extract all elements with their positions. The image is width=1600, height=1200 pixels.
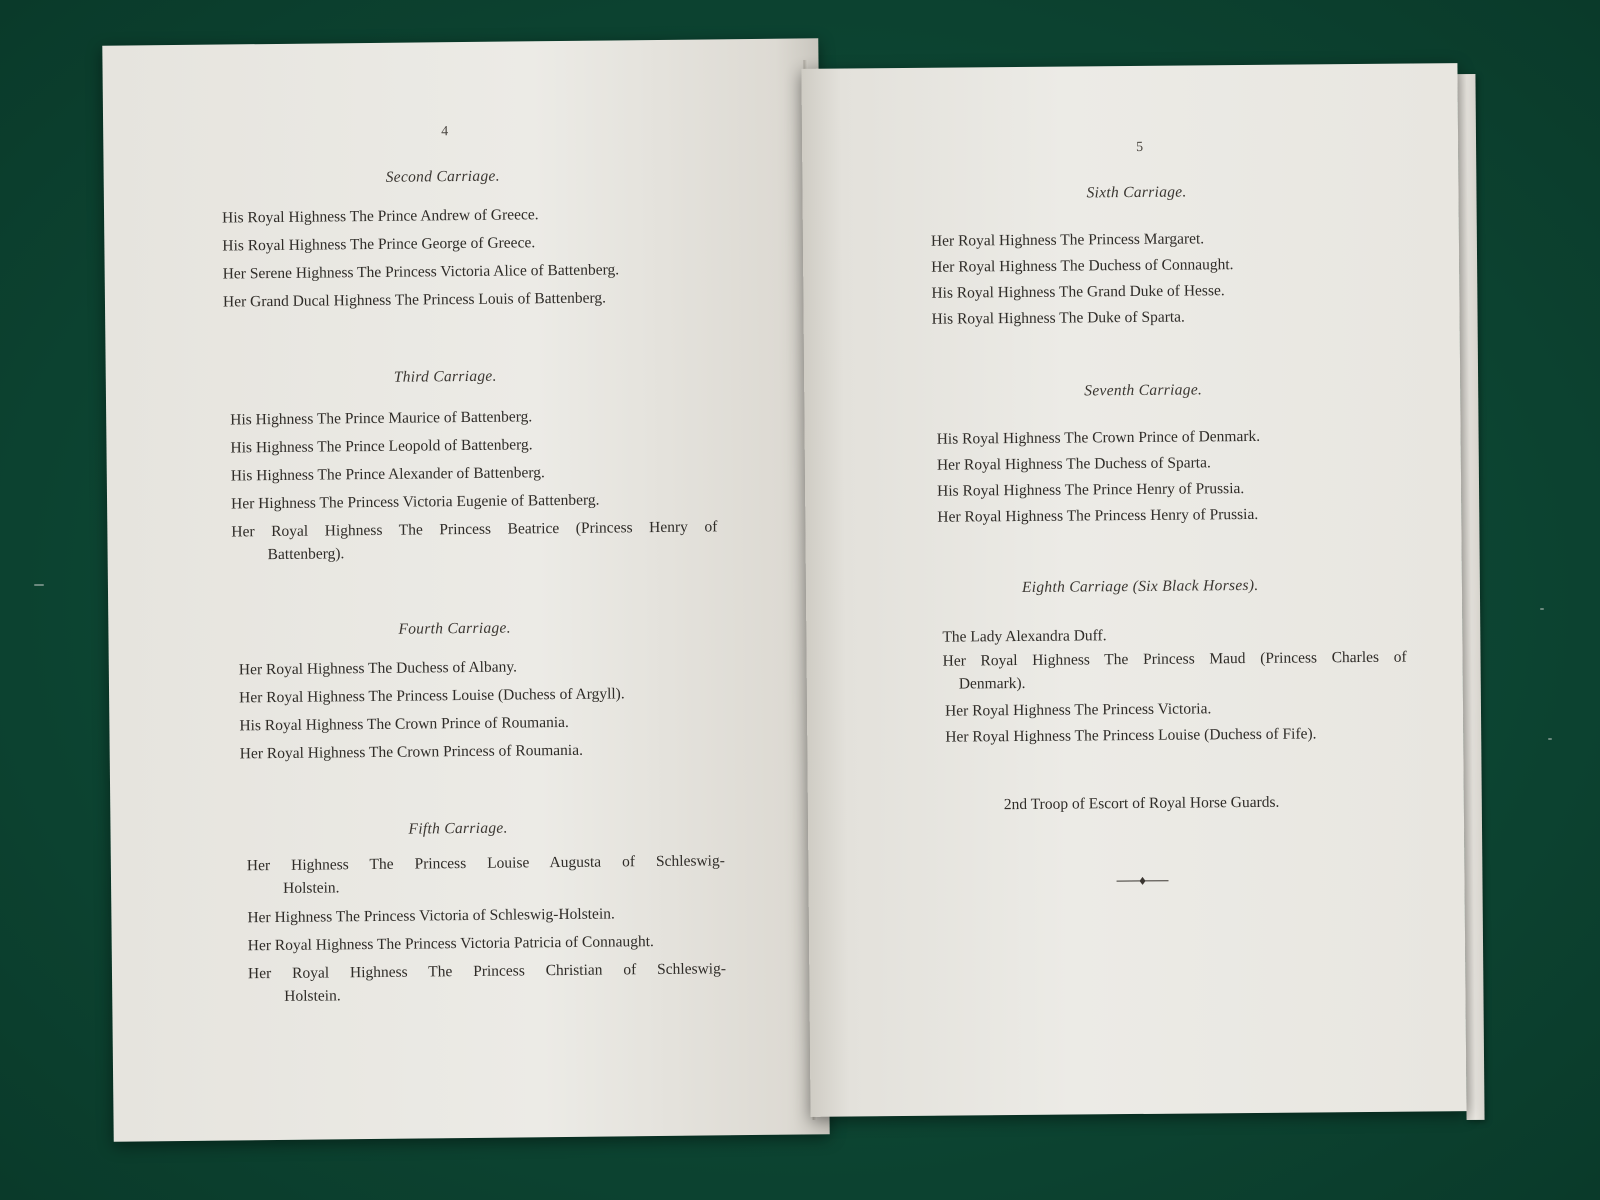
procession-entry: Her Royal Highness The Duchess of Connaught. bbox=[931, 256, 1234, 276]
procession-entry: Her Highness The Princess Victoria Eugenie of Battenberg. bbox=[230, 491, 600, 513]
procession-entry: His Royal Highness The Duke of Sparta. bbox=[931, 308, 1185, 328]
section-heading: Sixth Carriage. bbox=[1086, 183, 1187, 202]
procession-entry: Her Grand Ducal Highness The Princess Louis of Battenberg. bbox=[222, 289, 607, 311]
procession-entry bbox=[247, 849, 725, 900]
section-heading: Third Carriage. bbox=[393, 367, 497, 386]
section-heading: Fourth Carriage. bbox=[398, 619, 511, 638]
procession-entry: His Royal Highness The Grand Duke of Hesse. bbox=[931, 282, 1225, 302]
escort-footer: 2nd Troop of Escort of Royal Horse Guards. bbox=[1003, 793, 1280, 814]
procession-entry: His Highness The Prince Maurice of Battenberg. bbox=[230, 408, 533, 429]
entry-continuation: Holstein. bbox=[284, 987, 341, 1005]
entry-line: Her Highness The Princess Louise Augusta of Schleswig- bbox=[246, 852, 725, 875]
procession-entry: Her Royal Highness The Princess Margaret. bbox=[930, 230, 1205, 250]
procession-entry: Her Highness The Princess Victoria of Schleswig-Holstein. bbox=[247, 905, 615, 927]
procession-entry: His Royal Highness The Crown Prince of Roumania. bbox=[239, 713, 569, 735]
entry-continuation: Battenberg). bbox=[267, 545, 345, 564]
procession-entry: His Highness The Prince Alexander of Battenberg. bbox=[230, 464, 545, 485]
procession-entry: Her Serene Highness The Princess Victoria Alice of Battenberg. bbox=[222, 261, 620, 283]
procession-entry: Her Royal Highness The Crown Princess of Roumania. bbox=[239, 741, 584, 763]
section-heading: Second Carriage. bbox=[385, 167, 500, 186]
page-number: 4 bbox=[441, 124, 449, 140]
entry-line: Her Royal Highness The Princess Beatrice (Princess Henry of bbox=[231, 518, 718, 541]
procession-entry: His Royal Highness The Prince George of Greece. bbox=[222, 234, 536, 255]
felt-speck bbox=[1540, 608, 1544, 610]
procession-entry: His Highness The Prince Leopold of Battenberg. bbox=[230, 436, 533, 457]
section-heading: Seventh Carriage. bbox=[1084, 381, 1203, 400]
procession-entry bbox=[231, 515, 717, 566]
entry-line: Her Royal Highness The Princess Christian of Schleswig- bbox=[247, 960, 727, 983]
procession-entry: Her Royal Highness The Duchess of Albany. bbox=[238, 658, 517, 679]
felt-speck bbox=[34, 584, 44, 586]
entry-continuation: Holstein. bbox=[283, 879, 340, 897]
entry-continuation: Denmark). bbox=[958, 674, 1026, 693]
entry-line: Her Royal Highness The Princess Maud (Princess Charles of bbox=[942, 648, 1407, 670]
section-heading: Fifth Carriage. bbox=[408, 819, 508, 838]
right-page bbox=[801, 63, 1466, 1117]
procession-entry: His Royal Highness The Prince Andrew of Greece. bbox=[222, 206, 539, 227]
procession-entry: His Royal Highness The Prince Henry of Prussia. bbox=[937, 480, 1245, 500]
procession-entry: Her Royal Highness The Princess Henry of Prussia. bbox=[937, 505, 1259, 526]
procession-entry: Her Royal Highness The Princess Victoria. bbox=[944, 700, 1212, 720]
procession-entry bbox=[943, 646, 1407, 696]
felt-speck bbox=[1548, 738, 1552, 740]
procession-entry: Her Royal Highness The Princess Victoria Patricia of Connaught. bbox=[247, 933, 654, 955]
left-page bbox=[102, 38, 829, 1141]
section-heading: Eighth Carriage (Six Black Horses). bbox=[1021, 576, 1259, 596]
procession-entry: Her Royal Highness The Princess Louise (Duchess of Fife). bbox=[945, 725, 1317, 746]
procession-entry: Her Royal Highness The Duchess of Sparta. bbox=[936, 454, 1211, 474]
ornament-rule-icon bbox=[1116, 876, 1168, 886]
procession-entry: His Royal Highness The Crown Prince of Denmark. bbox=[936, 427, 1261, 448]
procession-entry bbox=[248, 957, 726, 1008]
page-number: 5 bbox=[1136, 139, 1144, 155]
procession-entry: Her Royal Highness The Princess Louise (Duchess of Argyll). bbox=[239, 685, 625, 707]
procession-entry: The Lady Alexandra Duff. bbox=[942, 627, 1107, 646]
